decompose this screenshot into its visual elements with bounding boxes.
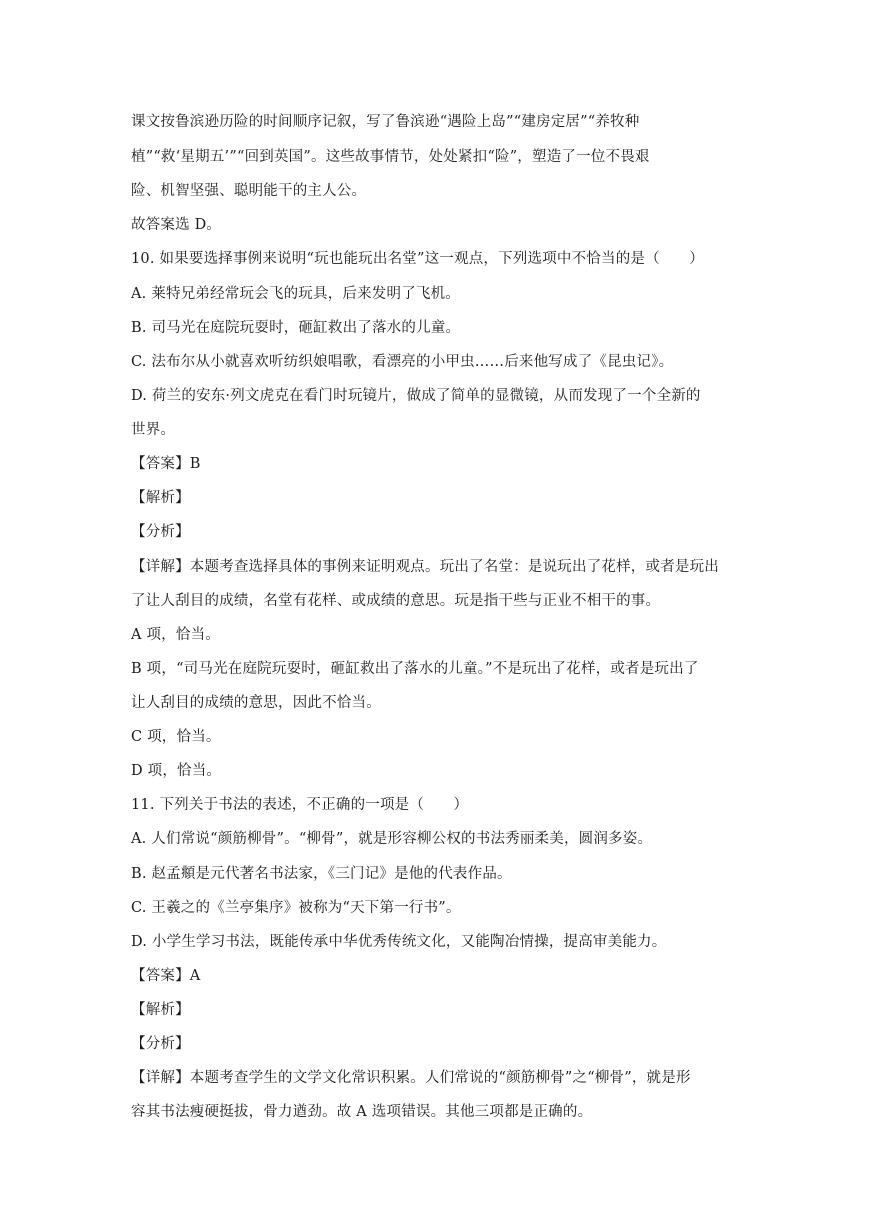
detail-explanation: 【详解】本题考查学生的文学文化常识积累。人们常说的“颜筋柳骨”之“柳骨”，就是形 <box>131 1070 691 1086</box>
breakdown-label: 【分析】 <box>131 524 190 540</box>
explanation-line: 植”“救‘星期五’”“回到英国”。这些故事情节，处处紧扣“险”，塑造了一位不畏艰 <box>131 149 650 165</box>
question-11-stem: 11. 下列关于书法的表述，不正确的一项是（ ） <box>131 797 469 813</box>
detail-item-d: D 项，恰当。 <box>131 763 222 779</box>
question-10-option-d: D. 荷兰的安东·列文虎克在看门时玩镜片，做成了简单的显微镜，从而发现了一个全新的 <box>131 388 701 404</box>
question-11-option-a: A. 人们常说“颜筋柳骨”。“柳骨”，就是形容柳公权的书法秀丽柔美，圆润多姿。 <box>131 831 653 847</box>
detail-item-b: B 项，“司马光在庭院玩耍时，砸缸救出了落水的儿童。”不是玩出了花样，或者是玩出了 <box>131 661 699 677</box>
breakdown-label: 【分析】 <box>131 1036 190 1052</box>
question-10-option-c: C. 法布尔从小就喜欢听纺织娘唱歌，看漂亮的小甲虫……后来他写成了《昆虫记》。 <box>131 354 674 370</box>
explanation-line: 险、机智坚强、聪明能干的主人公。 <box>131 183 367 199</box>
question-11-option-c: C. 王羲之的《兰亭集序》被称为“天下第一行书”。 <box>131 900 461 916</box>
detail-explanation: 了让人刮目的成绩，名堂有花样、或成绩的意思。玩是指干些与正业不相干的事。 <box>131 593 661 609</box>
detail-item-c: C 项，恰当。 <box>131 729 221 745</box>
explanation-line: 课文按鲁滨逊历险的时间顺序记叙，写了鲁滨逊“遇险上岛”“建房定居”“养牧种 <box>131 114 640 130</box>
detail-explanation: 容其书法瘦硬挺拔，骨力遒劲。故 A 选项错误。其他三项都是正确的。 <box>131 1104 593 1120</box>
answer-label: 【答案】A <box>131 968 201 984</box>
analysis-label: 【解析】 <box>131 490 190 506</box>
answer-conclusion: 故答案选 D。 <box>131 217 222 233</box>
question-10-option-b: B. 司马光在庭院玩耍时，砸缸救出了落水的儿童。 <box>131 320 461 336</box>
answer-label: 【答案】B <box>131 456 201 472</box>
question-10-option-a: A. 莱特兄弟经常玩会飞的玩具，后来发明了飞机。 <box>131 286 460 302</box>
detail-item-a: A 项，恰当。 <box>131 627 220 643</box>
detail-item-b-cont: 让人刮目的成绩的意思，因此不恰当。 <box>131 695 381 711</box>
question-11-option-b: B. 赵孟頫是元代著名书法家，《三门记》是他的代表作品。 <box>131 866 512 882</box>
question-10-stem: 10. 如果要选择事例来说明“玩也能玩出名堂”这一观点，下列选项中不恰当的是（ ） <box>131 251 704 267</box>
detail-explanation: 【详解】本题考查选择具体的事例来证明观点。玩出了名堂：是说玩出了花样，或者是玩出 <box>131 559 719 575</box>
question-11-option-d: D. 小学生学习书法，既能传承中华优秀传统文化，又能陶冶情操，提高审美能力。 <box>131 934 667 950</box>
question-10-option-d-cont: 世界。 <box>131 422 176 438</box>
analysis-label: 【解析】 <box>131 1002 190 1018</box>
